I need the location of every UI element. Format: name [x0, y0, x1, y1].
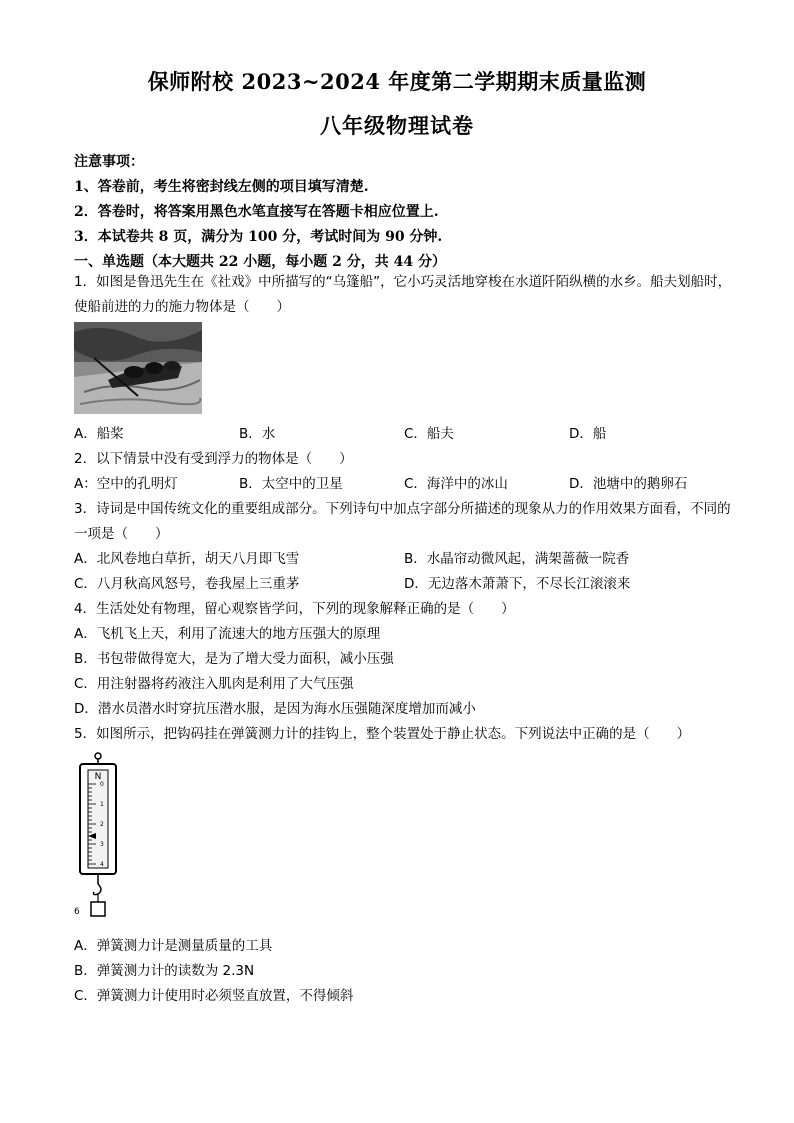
- option-b[interactable]: B．水: [239, 426, 276, 442]
- option-c[interactable]: C．弹簧测力计使用时必须竖直放置，不得倾斜: [74, 988, 354, 1004]
- scale-mark-0: 0: [100, 781, 104, 788]
- bottom-hook: [94, 884, 102, 895]
- exam-title: 保师附校 2023~2024 年度第二学期期末质量监测: [147, 69, 647, 94]
- notice-item-2: 2．答卷时，将答案用黑色水笔直接写在答题卡相应位置上.: [74, 204, 439, 220]
- option-c[interactable]: C．船夫: [404, 426, 454, 442]
- option-b[interactable]: B．太空中的卫星: [239, 476, 343, 492]
- question-5-options: [74, 934, 734, 1009]
- scale-mark-4: 4: [100, 861, 104, 868]
- option-c[interactable]: C．海洋中的冰山: [404, 476, 508, 492]
- option-b[interactable]: B．水晶帘动微风起，满架蔷薇一院香: [404, 551, 630, 567]
- question-2-stem: 2．以下情景中没有受到浮力的物体是（ ）: [74, 451, 353, 467]
- figure-side-label: 6: [74, 907, 80, 917]
- option-d[interactable]: D．潜水员潜水时穿抗压潜水服，是因为海水压强随深度增加而减小: [74, 701, 476, 717]
- notice-item-3: 3．本试卷共 8 页，满分为 100 分，考试时间为 90 分钟.: [74, 229, 443, 245]
- boat-photo: [74, 322, 202, 414]
- question-2: [74, 447, 734, 497]
- exam-subtitle: 八年级物理试卷: [320, 113, 474, 138]
- option-b[interactable]: B．弹簧测力计的读数为 2.3N: [74, 963, 255, 979]
- option-a[interactable]: A：空中的孔明灯: [74, 476, 178, 492]
- question-4-stem: 4．生活处处有物理，留心观察皆学问，下列的现象解释正确的是（ ）: [74, 601, 515, 617]
- question-4: [74, 597, 734, 722]
- option-d[interactable]: D．无边落木萧萧下，不尽长江滚滚来: [404, 576, 631, 592]
- scale-unit-label: N: [94, 772, 102, 782]
- option-a[interactable]: A．弹簧测力计是测量质量的工具: [74, 938, 273, 954]
- option-c[interactable]: C．八月秋高风怒号，卷我屋上三重茅: [74, 576, 300, 592]
- question-1: [74, 270, 734, 320]
- spring-scale-figure: [74, 752, 122, 930]
- section-heading: 一、单选题（本大题共 22 小题，每小题 2 分，共 44 分）: [74, 254, 446, 270]
- question-1-stem: 1．如图是鲁迅先生在《社戏》中所描写的“乌篷船”，它小巧灵活地穿梭在水道阡陌纵横的水乡。船夫划船时，使船前进的力的施力物体是（ ）: [74, 274, 732, 315]
- notice-heading: 注意事项：: [74, 154, 144, 170]
- option-b[interactable]: B．书包带做得宽大，是为了增大受力面积，减小压强: [74, 651, 394, 667]
- scale-mark-1: 1: [100, 801, 104, 808]
- option-a[interactable]: A．北风卷地白草折，胡天八月即飞雪: [74, 551, 300, 567]
- notice-block: [74, 150, 734, 275]
- option-a[interactable]: A．飞机飞上天，利用了流速大的地方压强大的原理: [74, 626, 381, 642]
- option-c[interactable]: C．用注射器将药液注入肌肉是利用了大气压强: [74, 676, 354, 692]
- option-a[interactable]: A．船桨: [74, 426, 124, 442]
- scale-mark-2: 2: [100, 821, 104, 828]
- option-d[interactable]: D．池塘中的鹅卵石: [569, 476, 688, 492]
- question-5: [74, 722, 734, 747]
- top-hook-ring: [95, 753, 101, 759]
- hook-weight: [91, 902, 105, 916]
- notice-item-1: 1、答卷前，考生将密封线左侧的项目填写清楚.: [74, 179, 369, 195]
- scale-mark-3: 3: [100, 841, 104, 848]
- question-1-options: [74, 422, 734, 447]
- question-3: [74, 497, 734, 597]
- option-d[interactable]: D．船: [569, 426, 607, 442]
- question-3-stem: 3．诗词是中国传统文化的重要组成部分。下列诗句中加点字部分所描述的现象从力的作用效果方面看，不同的一项是（ ）: [74, 501, 731, 542]
- question-5-stem: 5．如图所示，把钩码挂在弹簧测力计的挂钩上，整个装置处于静止状态。下列说法中正确的是（ ）: [74, 726, 691, 742]
